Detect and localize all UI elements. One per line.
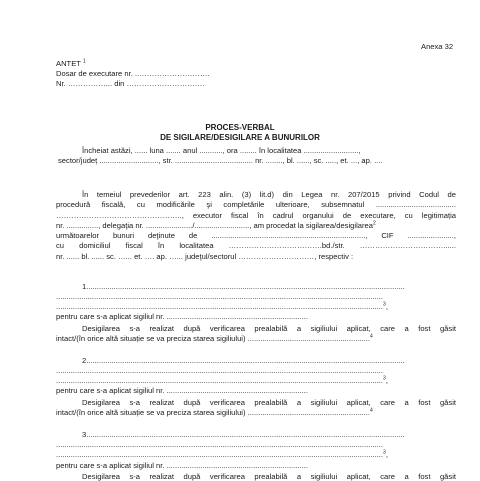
item-description-line: ...........................................................................................................................................................$^3$, <box>56 375 388 385</box>
number-date-line: Nr. ……………... din …………………………. <box>56 79 205 88</box>
annex-label: Anexa 32 <box>421 42 454 51</box>
footnote-ref-3: 3 <box>383 449 386 456</box>
seal-number-line: pentru care s-a aplicat sigiliul nr. ................................................................... <box>56 386 308 395</box>
body-line-6: cu domiciliul fiscal în localitatea ……………………………….bd./str. ……………………………...... <box>56 241 456 250</box>
item-description-line: ........................................................................................................................................................... <box>56 366 384 375</box>
body-line-2: procedură fiscală, cu modificările şi completările ulterioare, subsemnatul ...................................... <box>56 200 456 209</box>
unsealing-line-2: intact/(în orice altă situație se va preciza starea sigiliului) ..........................................................$^4$ <box>56 333 373 343</box>
unsealing-line-1: Desigilarea s-a realizat după verificarea prealabilă a sigiliului aplicat, care a fost găsit <box>82 472 456 481</box>
item-description-line: ........................................................................................................................................................... <box>56 292 384 301</box>
body-line-5: următoarelor bunuri deţinute de ........................................................................., CIF ......................, <box>56 231 456 240</box>
body-line-3: ………………………………………….., executor fiscal în cadrul organului de executare, cu legitimația <box>56 211 456 220</box>
footnote-ref-3: 3 <box>383 375 386 382</box>
footnote-ref-3: 3 <box>383 301 386 308</box>
seal-number-line: pentru care s-a aplicat sigiliul nr. ................................................................... <box>56 461 308 470</box>
document-subtitle: DE SIGILARE/DESIGILARE A BUNURILOR <box>160 133 320 142</box>
item-first-line: 1....................................................................................................................................................... <box>82 282 405 291</box>
document-title: PROCES-VERBAL <box>205 123 275 132</box>
footnote-ref-4: 4 <box>369 333 373 340</box>
dossier-number-line: Dosar de executare nr. ..………………………. <box>56 69 210 78</box>
unsealing-line-1: Desigilarea s-a realizat după verificarea prealabilă a sigiliului aplicat, care a fost găsit <box>82 398 456 407</box>
body-line-4: nr. ..............., delegaţia nr. ....................../.........................., am procedat la sigilarea/desigilarea$^2$ <box>56 220 376 230</box>
footnote-ref-4: 4 <box>369 407 373 414</box>
intro-line-1: Încheiat astăzi, ...... luna ....... anul ..........., ora ........ în localitatea .........................., <box>82 146 361 155</box>
item-first-line: 3....................................................................................................................................................... <box>82 430 405 439</box>
unsealing-line-1: Desigilarea s-a realizat după verificarea prealabilă a sigiliului aplicat, care a fost găsit <box>82 324 456 333</box>
item-first-line: 2....................................................................................................................................................... <box>82 356 405 365</box>
item-description-line: ........................................................................................................................................................... <box>56 440 384 449</box>
body-line-1: În temeiul prevederilor art. 223 alin. (3) lit.d) din Legea nr. 207/2015 privind Codul de <box>82 190 456 199</box>
item-description-line: ...........................................................................................................................................................$^3$, <box>56 301 388 311</box>
seal-number-line: pentru care s-a aplicat sigiliul nr. ................................................................... <box>56 312 308 321</box>
footnote-ref-1: 1 <box>82 58 86 65</box>
unsealing-line-2: intact/(în orice altă situație se va preciza starea sigiliului) ..........................................................$^4$ <box>56 407 373 417</box>
letterhead-label: ANTET $^1$ <box>56 58 86 68</box>
item-description-line: ...........................................................................................................................................................$^3$, <box>56 449 388 459</box>
body-line-7: nr. ...... bl. ...... sc. …... et. …. ap. …... judeţul/sectorul …………………………, respectiv : <box>56 252 354 261</box>
intro-line-2: sector/județ ............................, str. ..................................... nr. ........, bl. ......, sc. ....., et. ..., ap. .... <box>58 156 383 165</box>
footnote-ref-2: 2 <box>372 220 376 227</box>
